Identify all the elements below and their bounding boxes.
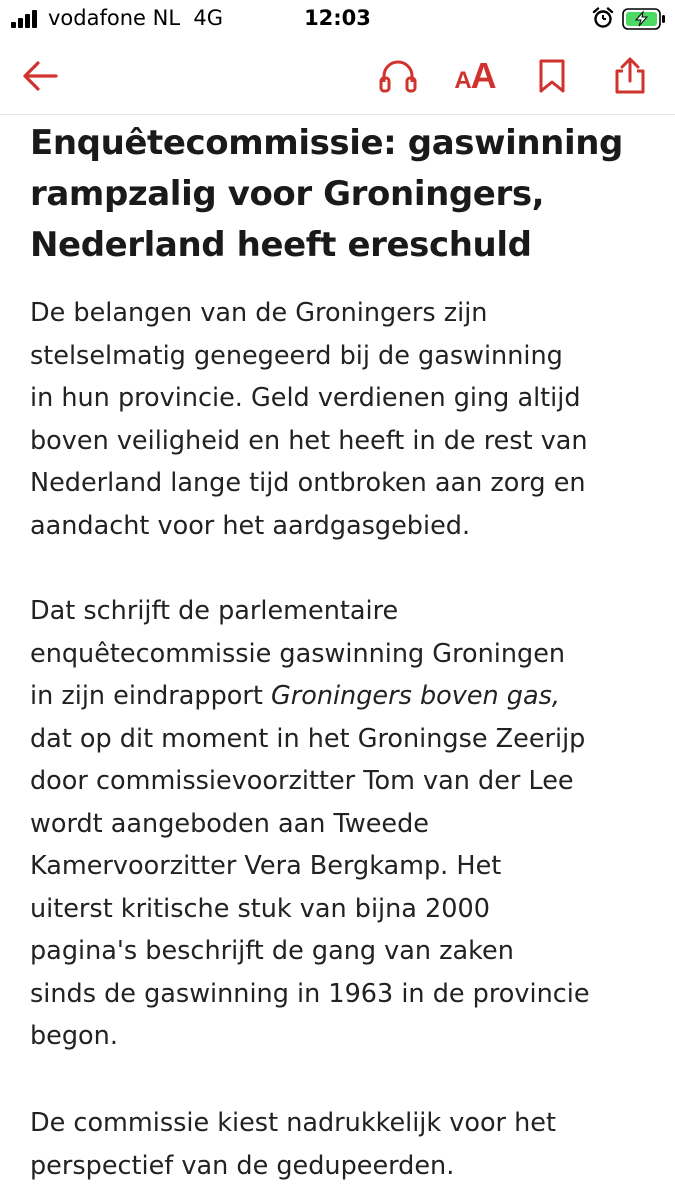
- back-button[interactable]: [18, 56, 62, 96]
- article-paragraph: [30, 590, 590, 1058]
- status-time: 12:03: [304, 6, 371, 30]
- bookmark-icon: [537, 58, 567, 94]
- network-type: 4G: [193, 6, 224, 30]
- status-bar: [0, 0, 675, 38]
- back-arrow-icon: [22, 60, 58, 92]
- text-size-small-glyph: A: [454, 67, 471, 94]
- headphones-icon: [378, 58, 418, 94]
- article-paragraph: De commissie kiest nadrukkelijk voor het perspectief van de gedupeerden.: [30, 1108, 556, 1181]
- listen-button[interactable]: [376, 56, 420, 96]
- article-toolbar: [0, 38, 675, 115]
- share-icon: [611, 57, 649, 95]
- article-headline: Enquêtecommissie: gaswinning rampzalig voor Groningers, Nederland heeft ereschuld: [30, 123, 623, 265]
- alarm-icon: [592, 7, 614, 29]
- paragraph-text: dat op dit moment in het Groningse Zeerijp door commissievoorzitter Tom van der Lee wordt aangeboden aan Tweede Kamervoorzitter Vera Bergkamp. Het uiterst kritische stuk van bijna 2000 pagina's beschrijft de gang van zaken sinds de gaswinning in 1963 in de provincie begon.: [30, 723, 590, 1051]
- report-title: Groningers boven gas,: [270, 681, 561, 711]
- text-size-button[interactable]: [450, 56, 500, 96]
- paragraph-text: Dat schrijft de parlementaire enquêtecommissie gaswinning Groningen in zijn eindrapport: [30, 596, 566, 711]
- text-size-icon: [454, 55, 496, 96]
- bookmark-button[interactable]: [534, 56, 570, 96]
- article-paragraph: De belangen van de Groningers zijn stelselmatig genegeerd bij de gaswinning in hun provincie. Geld verdienen ging altijd boven veiligheid en het heeft in de rest van Nederland lange tijd ontbroken aan zorg en aandacht voor het aardgasgebied.: [30, 298, 588, 541]
- carrier-name: vodafone NL: [48, 6, 181, 30]
- share-button[interactable]: [608, 56, 652, 96]
- article-body: [30, 118, 650, 1181]
- battery-charging-icon: [622, 8, 666, 30]
- text-size-big-glyph: A: [470, 55, 496, 96]
